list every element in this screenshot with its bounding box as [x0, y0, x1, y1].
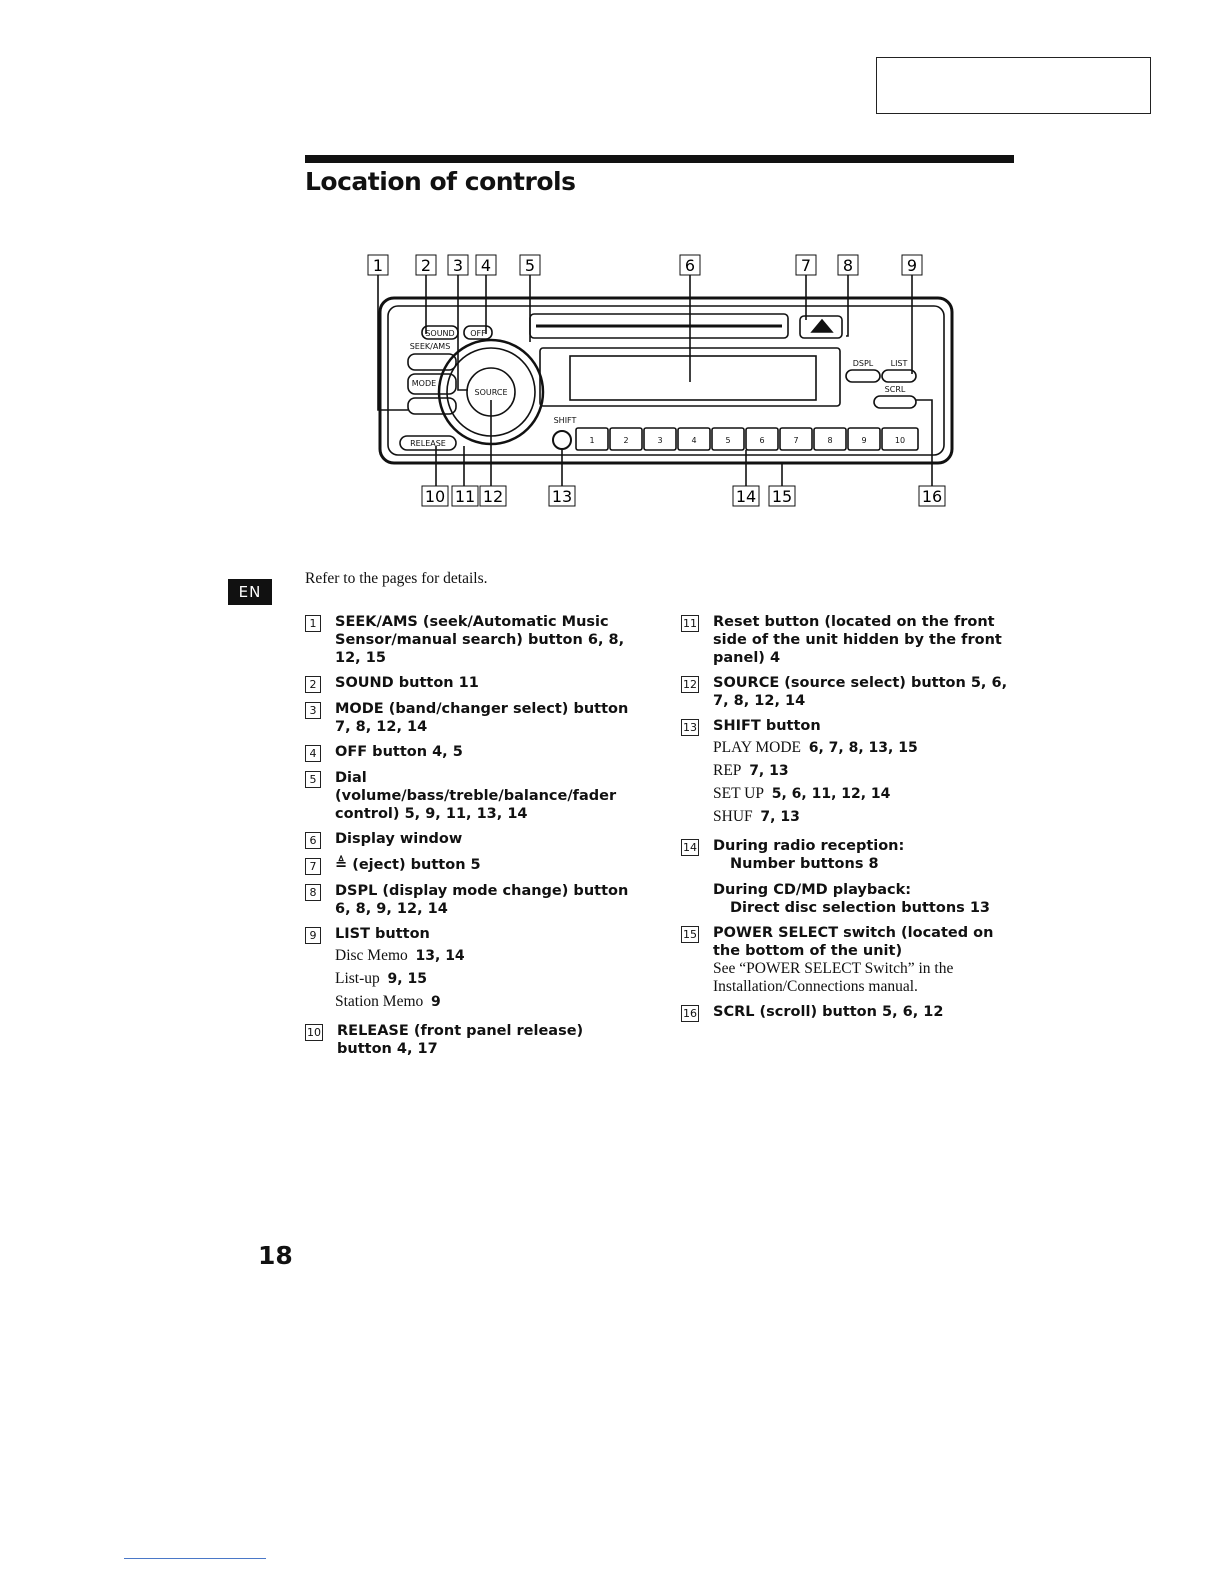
item-number: 4: [305, 745, 321, 762]
callout-6: 6: [684, 256, 696, 275]
callout-2: 2: [420, 256, 432, 275]
top-callouts: [368, 255, 922, 275]
item-number: 12: [683, 678, 697, 691]
intro-text: Refer to the pages for details.: [305, 570, 488, 587]
callout-16: 16: [921, 487, 943, 506]
callout-7: 7: [800, 256, 812, 275]
sub-entry: [713, 807, 1011, 827]
list-item: [681, 674, 1011, 710]
bottom-callouts: [422, 486, 945, 506]
footer-line: [124, 1558, 266, 1559]
list-button-shape: [882, 370, 916, 382]
preset-label-2: 2: [623, 436, 629, 445]
item-text: DSPL (display mode change) button 6, 8, 9, 12, 14: [335, 883, 629, 917]
preset-label-8: 8: [827, 436, 833, 445]
item-subtext: Number buttons 8: [730, 856, 879, 872]
right-column: [681, 613, 1011, 1029]
callout-12: 12: [482, 487, 504, 506]
list-item: [681, 924, 1011, 996]
label-mode: MODE: [411, 379, 437, 388]
list-item: [305, 856, 635, 875]
callout-9: 9: [906, 256, 918, 275]
item-note: See “POWER SELECT Switch” in the Installation/Connections manual.: [713, 960, 954, 995]
item-number: 14: [683, 841, 697, 854]
item-number: 2: [305, 676, 321, 693]
label-release: RELEASE: [410, 439, 446, 448]
shift-button-shape: [553, 431, 571, 449]
callout-10: 10: [424, 487, 446, 506]
sub-entry: [713, 761, 1011, 781]
item-number: 11: [683, 617, 697, 630]
callout-11: 11: [454, 487, 476, 506]
sub-entry: [713, 738, 1011, 758]
language-tab: EN: [228, 579, 272, 605]
item-number: 8: [305, 884, 321, 901]
sub-label: Station Memo: [335, 993, 424, 1010]
list-item: [681, 717, 1011, 830]
item-text: RELEASE (front panel release) button 4, 17: [337, 1023, 584, 1057]
item-text: SOURCE (source select) button 5, 6, 7, 8, 12, 14: [713, 675, 1008, 709]
item-number: 7: [305, 858, 321, 875]
label-shift: SHIFT: [553, 416, 577, 425]
page-number: 18: [258, 1241, 293, 1270]
item-text: Reset button (located on the front side of the unit hidden by the front panel) 4: [713, 614, 1002, 666]
item-text: SHIFT button: [713, 718, 821, 734]
sub-label: PLAY MODE: [713, 739, 801, 756]
item-number: 10: [307, 1026, 321, 1039]
sub-entry: [335, 969, 635, 989]
unit-front-panel-diagram: [360, 250, 960, 515]
sub-label: SET UP: [713, 785, 764, 802]
preset-label-7: 7: [793, 436, 799, 445]
label-seek: SEEK/AMS: [409, 342, 451, 351]
preset-label-10: 10: [894, 436, 906, 445]
callout-4: 4: [480, 256, 492, 275]
item-subtext: During CD/MD playback:: [713, 882, 912, 898]
preset-label-5: 5: [725, 436, 731, 445]
list-item: [681, 1003, 1011, 1022]
item-text: Display window: [335, 831, 463, 847]
callout-5: 5: [524, 256, 536, 275]
item-number: 16: [683, 1007, 697, 1020]
sub-label: List-up: [335, 970, 380, 987]
preset-label-3: 3: [657, 436, 663, 445]
sub-entry: [335, 992, 635, 1012]
item-text: ≜ (eject) button 5: [335, 857, 481, 873]
list-item: [681, 837, 1011, 917]
sub-pages: 5, 6, 11, 12, 14: [771, 786, 891, 802]
item-subtext: Direct disc selection buttons 13: [730, 900, 990, 916]
list-item: [305, 925, 635, 1015]
item-text: Dial (volume/bass/treble/balance/fader control) 5, 9, 11, 13, 14: [335, 770, 617, 822]
item-number: 1: [305, 615, 321, 632]
sub-pages: 7, 13: [760, 809, 800, 825]
callout-8: 8: [842, 256, 854, 275]
sub-pages: 7, 13: [749, 763, 789, 779]
page-title: Location of controls: [305, 167, 576, 196]
preset-label-4: 4: [691, 436, 697, 445]
item-text: LIST button: [335, 926, 430, 942]
item-text: OFF button 4, 5: [335, 744, 463, 760]
item-number: 13: [683, 721, 697, 734]
label-off: OFF: [470, 329, 486, 338]
callout-13: 13: [551, 487, 573, 506]
left-column: [305, 613, 635, 1065]
title-rule: [305, 155, 1014, 163]
sub-entry: [713, 784, 1011, 804]
label-list: LIST: [890, 359, 908, 368]
sub-entry: [335, 946, 635, 966]
sub-label: SHUF: [713, 808, 753, 825]
preset-label-9: 9: [861, 436, 867, 445]
callout-3: 3: [452, 256, 464, 275]
list-item: [305, 769, 635, 823]
item-number: 9: [305, 927, 321, 944]
item-text: SCRL (scroll) button 5, 6, 12: [713, 1004, 944, 1020]
item-number: 3: [305, 702, 321, 719]
preset-label-1: 1: [589, 436, 595, 445]
callout-15: 15: [771, 487, 793, 506]
sub-pages: 13, 14: [415, 948, 465, 964]
label-sound: SOUND: [425, 329, 455, 338]
scrl-button-shape: [874, 396, 916, 408]
item-text: POWER SELECT switch (located on the bottom of the unit): [713, 925, 994, 959]
list-item: [305, 1022, 635, 1058]
item-text: SEEK/AMS (seek/Automatic Music Sensor/manual search) button 6, 8, 12, 15: [335, 614, 625, 666]
item-text: During radio reception:: [713, 838, 905, 854]
dspl-button-shape: [846, 370, 880, 382]
callout-14: 14: [735, 487, 757, 506]
list-item: [305, 674, 635, 693]
list-item: [305, 613, 635, 667]
callout-1: 1: [372, 256, 384, 275]
list-item: [305, 830, 635, 849]
item-text: MODE (band/changer select) button 7, 8, 12, 14: [335, 701, 629, 735]
label-scrl: SCRL: [884, 385, 906, 394]
item-number: 5: [305, 771, 321, 788]
list-item: [305, 882, 635, 918]
list-item: [681, 613, 1011, 667]
list-item: [305, 700, 635, 736]
sub-label: Disc Memo: [335, 947, 408, 964]
item-number: 15: [683, 928, 697, 941]
sub-pages: 9, 15: [387, 971, 427, 987]
sub-label: REP: [713, 762, 742, 779]
item-text: SOUND button 11: [335, 675, 479, 691]
label-dspl: DSPL: [852, 359, 874, 368]
label-source: SOURCE: [474, 388, 508, 397]
header-blank-box: [876, 57, 1151, 114]
preset-label-6: 6: [759, 436, 765, 445]
sub-pages: 9: [431, 994, 441, 1010]
sub-pages: 6, 7, 8, 13, 15: [808, 740, 918, 756]
item-number: 6: [305, 832, 321, 849]
list-item: [305, 743, 635, 762]
